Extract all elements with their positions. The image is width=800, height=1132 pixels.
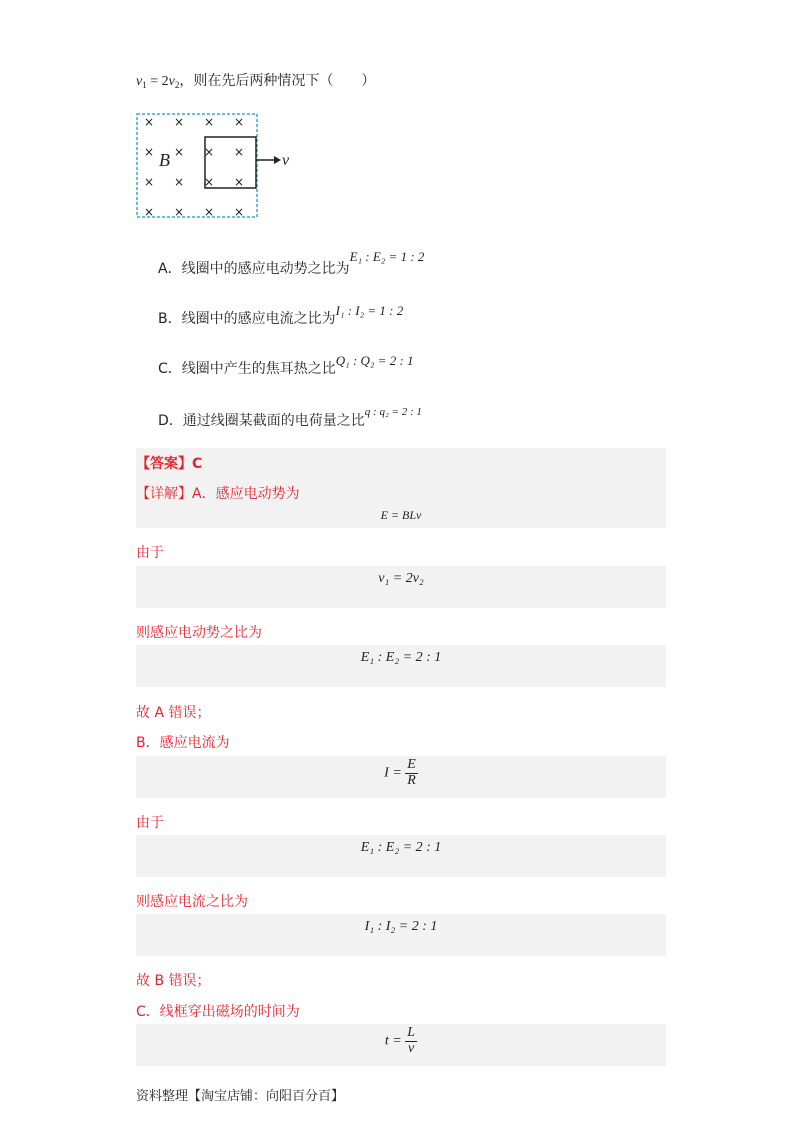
eq-emf-ratio-2: E₁ : E₂ = 2 : 1: [360, 840, 442, 855]
eq-v: v₁ = 2v₂: [378, 571, 424, 586]
eq-block-time: [136, 1024, 666, 1066]
field-region-border: [137, 114, 257, 217]
detail-a-text: 【详解】A．感应电动势为: [136, 486, 300, 502]
cross-mark: ×: [234, 175, 245, 189]
option-a[interactable]: [158, 249, 425, 278]
eq-current-ratio: I₁ : I₂ = 2 : 1: [364, 919, 438, 934]
eq-current: [136, 758, 666, 788]
velocity-arrow-head: [274, 156, 281, 164]
option-c-label: C．线圈中产生的焦耳热之比: [158, 361, 336, 377]
eq-time-fraction: [405, 1026, 417, 1056]
eq-block-current-ratio: [136, 914, 666, 956]
cross-mark: ×: [174, 175, 185, 189]
option-c[interactable]: [158, 353, 414, 378]
b-intro-text: B．感应电流为: [136, 735, 230, 751]
lead-text: ，则在先后两种情况下（ ）: [179, 73, 376, 89]
cross-mark: ×: [144, 115, 155, 129]
since-text-1: 由于: [136, 545, 164, 561]
answer-block: [136, 448, 666, 528]
magnetic-field-figure: [134, 110, 304, 222]
eq-block-emf-ratio-2: [136, 835, 666, 877]
then-current-ratio-text: 则感应电流之比为: [136, 894, 248, 910]
cross-mark: ×: [174, 145, 185, 159]
since-text-2: 由于: [136, 815, 164, 831]
option-a-math: E₁ : E₂ = 1 : 2: [349, 249, 425, 264]
field-label-b: B: [159, 150, 170, 170]
eq-current-den: R: [407, 772, 416, 788]
eq-current-num: E: [407, 757, 416, 772]
velocity-label: v: [282, 152, 290, 169]
cross-mark: ×: [144, 175, 155, 189]
eq-block-current: [136, 756, 666, 798]
cross-mark: ×: [204, 145, 215, 159]
question-lead: [136, 70, 375, 90]
then-emf-ratio-text: 则感应电动势之比为: [136, 625, 262, 641]
cross-mark: ×: [144, 205, 155, 219]
cross-mark: ×: [204, 205, 215, 219]
option-b-math: I₁ : I₂ = 1 : 2: [335, 303, 404, 318]
eq-block-emf-ratio: [136, 645, 666, 687]
footer-text: 资料整理【淘宝店铺：向阳百分百】: [136, 1089, 345, 1104]
option-b-label: B．线圈中的感应电流之比为: [158, 311, 336, 327]
eq-time: [136, 1026, 666, 1056]
lead-math: $v_1 = 2v_2$: [136, 74, 180, 90]
option-d-label: D．通过线圈某截面的电荷量之比: [158, 413, 365, 429]
eq-emf: E = BLv: [380, 508, 422, 522]
cross-mark: ×: [144, 145, 155, 159]
cross-mark: ×: [204, 115, 215, 129]
eq-current-fraction: [405, 758, 418, 788]
cross-mark: ×: [174, 205, 185, 219]
cross-mark: ×: [234, 115, 245, 129]
option-d-math: q : q₂ = 2 : 1: [364, 406, 422, 418]
b-wrong-text: 故 B 错误；: [136, 973, 211, 989]
cross-mark: ×: [234, 145, 245, 159]
option-c-math: Q₁ : Q₂ = 2 : 1: [335, 353, 414, 368]
cross-mark: ×: [174, 115, 185, 129]
answer-text: 【答案】C: [136, 456, 203, 472]
option-a-label: A．线圈中的感应电动势之比为: [158, 261, 350, 277]
eq-time-den: v: [408, 1040, 415, 1056]
c-intro-text: C．线框穿出磁场的时间为: [136, 1004, 300, 1020]
a-wrong-text: 故 A 错误；: [136, 705, 211, 721]
eq-time-lhs: t =: [384, 1033, 402, 1049]
option-b[interactable]: [158, 303, 404, 328]
eq-current-lhs: I =: [384, 765, 402, 781]
cross-mark: ×: [204, 175, 215, 189]
cross-mark: ×: [234, 205, 245, 219]
eq-emf-ratio: E₁ : E₂ = 2 : 1: [360, 650, 442, 665]
option-d[interactable]: [158, 406, 422, 430]
eq-block-v: [136, 566, 666, 608]
eq-time-num: L: [407, 1025, 416, 1040]
